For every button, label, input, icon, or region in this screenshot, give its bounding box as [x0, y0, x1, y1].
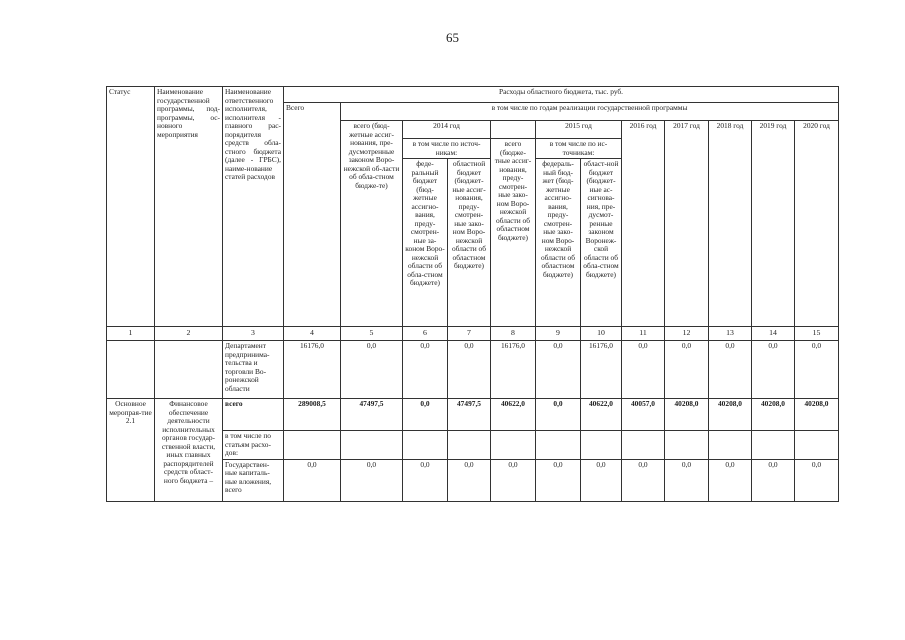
cell-value: 0,0	[341, 341, 403, 399]
cell-value: 16176,0	[581, 341, 622, 399]
cell-value: 0,0	[403, 341, 448, 399]
cell-value: 47497,5	[341, 399, 403, 431]
header-sources-2015: в том числе по ис-точникам:	[536, 139, 622, 159]
column-numbers-row	[107, 327, 839, 341]
cell-value: 0,0	[341, 459, 403, 501]
header-executor: Наименование ответственного исполнителя, исполнителя - главного рас-порядителя средств обла-стного бюджета (далее - ГРБС), наиме-нование статей расходов	[223, 87, 284, 327]
cell-value: 0,0	[284, 459, 341, 501]
main-status: Основное меропрая-тие 2.1	[107, 399, 155, 502]
header-by-years: в том числе по годам реализации государственной программы	[341, 103, 839, 121]
cell-value: 0,0	[709, 341, 752, 399]
col-number: 3	[223, 327, 284, 341]
header-2020: 2020 год	[795, 121, 839, 327]
col-number: 9	[536, 327, 581, 341]
cell-value: 0,0	[665, 341, 709, 399]
cell-value: 40622,0	[491, 399, 536, 431]
header-2014: 2014 год	[403, 121, 491, 139]
capital-label: Государствен-ные капиталь-ные вложения, всего	[223, 459, 284, 501]
cell-value: 0,0	[536, 399, 581, 431]
header-2015: 2015 год	[536, 121, 622, 139]
col-number: 13	[709, 327, 752, 341]
cell-value: 0,0	[795, 459, 839, 501]
cell-value: 16176,0	[284, 341, 341, 399]
cell-value: 0,0	[448, 341, 491, 399]
header-program-name: Наименование государственной программы, под-программы, ос-новного мероприятия	[155, 87, 223, 327]
col-number: 14	[752, 327, 795, 341]
cell-value: 0,0	[622, 459, 665, 501]
col-number: 15	[795, 327, 839, 341]
cell-value: 40208,0	[752, 399, 795, 431]
table-row	[107, 399, 839, 431]
header-regional-2014: областной бюджет (бюджет-ные ассиг-нования, преду-смотрен-ные зако-ном Воро-нежской области об областном бюджете)	[448, 159, 491, 327]
header-status: Статус	[107, 87, 155, 327]
cell-value: 0,0	[795, 341, 839, 399]
header-total-2015: всего (бюдже-тные ассиг-нования, преду-смотрен-ные зако-ном Воро-нежской области об областном бюджете)	[491, 139, 536, 327]
cell-value: 40622,0	[581, 399, 622, 431]
col-number: 11	[622, 327, 665, 341]
main-activity-name: Финансовое обеспечение деятельности исполнительных органов государ-ственной власти, иных главных распорядителей средств област-ного бюджета –	[155, 399, 223, 502]
col-number: 4	[284, 327, 341, 341]
cell-value: 0,0	[622, 341, 665, 399]
header-2018: 2018 год	[709, 121, 752, 327]
cell-value: 40057,0	[622, 399, 665, 431]
cell-value: 0,0	[709, 459, 752, 501]
cell-value: 47497,5	[448, 399, 491, 431]
cell-value: 16176,0	[491, 341, 536, 399]
header-total: Всего	[284, 103, 341, 327]
budget-table	[106, 86, 839, 502]
cell-value: 0,0	[536, 459, 581, 501]
cell-value: 0,0	[581, 459, 622, 501]
cell-value: 0,0	[536, 341, 581, 399]
header-2016: 2016 год	[622, 121, 665, 327]
page-number: 65	[446, 30, 459, 45]
cell-value: 0,0	[665, 459, 709, 501]
header-federal-2014: феде-ральный бюджет (бюд-жетные ассигно-вания, преду-смотрен-ные за-коном Воро-нежской области об обла-стном бюджете)	[403, 159, 448, 327]
header-federal-2015: федераль-ный бюд-жет (бюд-жетные ассигно-вания, преду-смотрен-ные зако-ном Воро-нежской области об областном бюджете)	[536, 159, 581, 327]
col-number: 7	[448, 327, 491, 341]
cell-value: 40208,0	[795, 399, 839, 431]
col-number: 2	[155, 327, 223, 341]
cell-value: 289008,5	[284, 399, 341, 431]
col-number: 1	[107, 327, 155, 341]
cell-value: 0,0	[403, 459, 448, 501]
header-sources-2014: в том числе по источ-никам:	[403, 139, 491, 159]
col-number: 10	[581, 327, 622, 341]
header-2017: 2017 год	[665, 121, 709, 327]
cell-value: 0,0	[491, 459, 536, 501]
cell-value: 0,0	[448, 459, 491, 501]
col-number: 8	[491, 327, 536, 341]
header-expenses: Расходы областного бюджета, тыс. руб.	[284, 87, 839, 103]
dept-executor: Департамент предпринима-тельства и торговли Во-ронежской области	[223, 341, 284, 399]
header-total-2014: всего (бюд-жетные ассиг-нования, пре-дусмотренные законом Воро-нежской об-ласти об обла-стном бюдже-те)	[341, 121, 403, 327]
including-label: в том числе по статьям расхо-дов:	[223, 431, 284, 460]
table-row	[107, 341, 839, 399]
cell-value: 40208,0	[709, 399, 752, 431]
col-number: 5	[341, 327, 403, 341]
header-regional-2015: област-ной бюджет (бюджет-ные ас-сигнова-ния, пре-дусмот-ренные законом Воронеж-ской области об обла-стном бюджете)	[581, 159, 622, 327]
cell-value: 0,0	[403, 399, 448, 431]
cell-value: 0,0	[752, 341, 795, 399]
cell-value: 40208,0	[665, 399, 709, 431]
header-2019: 2019 год	[752, 121, 795, 327]
col-number: 6	[403, 327, 448, 341]
col-number: 12	[665, 327, 709, 341]
cell-value: 0,0	[752, 459, 795, 501]
main-executor: всего	[223, 399, 284, 431]
